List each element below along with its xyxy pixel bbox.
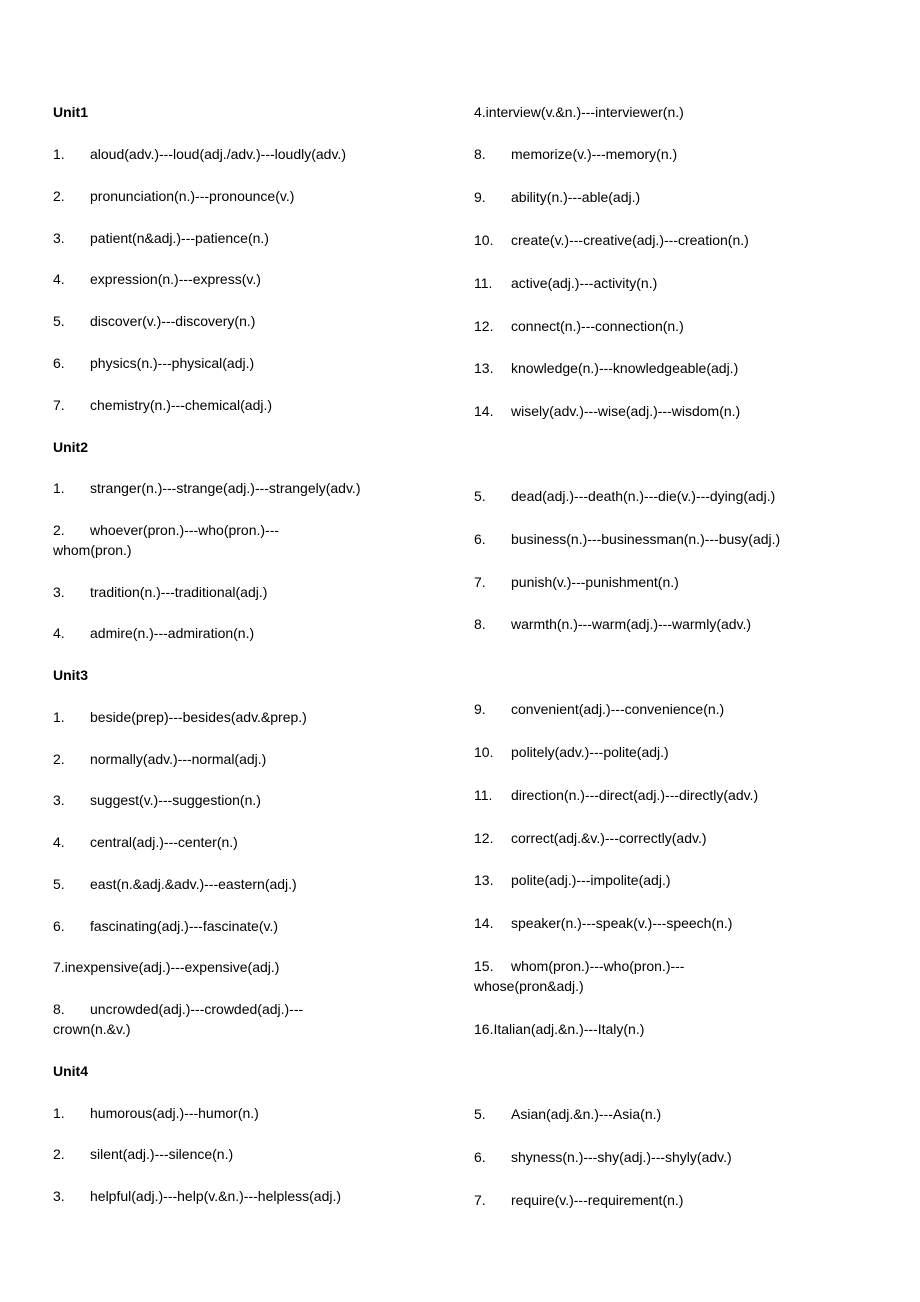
- item-text: direction(n.)---direct(adj.)---directly(adv.): [511, 787, 759, 803]
- unit4-heading: Unit4: [53, 1063, 88, 1079]
- item-number: 9.: [474, 701, 486, 717]
- item-number: 14.: [474, 915, 494, 931]
- item-number: 4.: [53, 271, 65, 287]
- item-text: physics(n.)---physical(adj.): [90, 355, 255, 371]
- item-number: 3.: [53, 792, 65, 808]
- item-number: 12.: [474, 318, 494, 334]
- item-number: 3.: [53, 230, 65, 246]
- item-number: 8.: [474, 616, 486, 632]
- item-text: require(v.)---requirement(n.): [511, 1192, 684, 1208]
- item-text: silent(adj.)---silence(n.): [90, 1146, 234, 1162]
- item-number: 13.: [474, 872, 494, 888]
- item-text: polite(adj.)---impolite(adj.): [511, 872, 671, 888]
- item-text: convenient(adj.)---convenience(n.): [511, 701, 725, 717]
- item-number: 7.: [53, 397, 65, 413]
- item-text: central(adj.)---center(n.): [90, 834, 238, 850]
- item-number: 5.: [53, 313, 65, 329]
- item-text: east(n.&adj.&adv.)---eastern(adj.): [90, 876, 297, 892]
- item-text: ability(n.)---able(adj.): [511, 189, 641, 205]
- list-item: [474, 913, 732, 933]
- item-number: 9.: [474, 189, 486, 205]
- item-number: 6.: [474, 531, 486, 547]
- list-item: [474, 742, 669, 762]
- list-item: [474, 699, 724, 719]
- item-number: 2.: [53, 751, 65, 767]
- item-text: speaker(n.)---speak(v.)---speech(n.): [511, 915, 733, 931]
- item-number: 11.: [474, 275, 493, 291]
- item-number: 12.: [474, 830, 494, 846]
- item-number: 2.: [53, 522, 65, 538]
- item-text: politely(adv.)---polite(adj.): [511, 744, 669, 760]
- item-number: 2.: [53, 1146, 65, 1162]
- list-item: [474, 401, 740, 421]
- list-item: [53, 790, 261, 810]
- item-text: patient(n&adj.)---patience(n.): [90, 230, 269, 246]
- unit2-heading: Unit2: [53, 439, 88, 455]
- item-number: 1.: [53, 480, 65, 496]
- item-text: shyness(n.)---shy(adj.)---shyly(adv.): [511, 1149, 732, 1165]
- list-item: [53, 832, 238, 852]
- item-text: dead(adj.)---death(n.)---die(v.)---dying(adj.): [511, 488, 776, 504]
- list-item: [474, 1190, 683, 1210]
- item-number: 11.: [474, 787, 493, 803]
- list-item: [474, 230, 749, 250]
- item-text: whoever(pron.)---who(pron.)---: [90, 522, 280, 538]
- item-text: beside(prep)---besides(adv.&prep.): [90, 709, 307, 725]
- list-item: [53, 874, 297, 894]
- item-number: 5.: [474, 488, 486, 504]
- list-item: [53, 999, 303, 1019]
- list-item: [53, 269, 261, 289]
- list-item: [474, 273, 657, 293]
- list-item: [474, 144, 677, 164]
- list-item-continuation: whose(pron&adj.): [474, 978, 584, 994]
- list-item: [53, 749, 266, 769]
- item-number: 7.: [474, 574, 486, 590]
- item-text: fascinating(adj.)---fascinate(v.): [90, 918, 279, 934]
- list-item: 16.Italian(adj.&n.)---Italy(n.): [474, 1021, 645, 1037]
- item-text: normally(adv.)---normal(adj.): [90, 751, 267, 767]
- list-item: [53, 311, 255, 331]
- item-text: connect(n.)---connection(n.): [511, 318, 684, 334]
- list-item: [474, 1104, 661, 1124]
- item-number: 3.: [53, 1188, 65, 1204]
- item-number: 1.: [53, 1105, 65, 1121]
- list-item-continuation: crown(n.&v.): [53, 1021, 131, 1037]
- item-text: business(n.)---businessman(n.)---busy(adj.): [511, 531, 781, 547]
- item-number: 4.: [53, 834, 65, 850]
- list-item: [53, 1103, 259, 1123]
- list-item: [53, 623, 254, 643]
- item-number: 1.: [53, 146, 65, 162]
- item-number: 4.: [53, 625, 65, 641]
- item-text: pronunciation(n.)---pronounce(v.): [90, 188, 295, 204]
- item-text: tradition(n.)---traditional(adj.): [90, 584, 268, 600]
- list-item: [474, 828, 707, 848]
- unit3-heading: Unit3: [53, 667, 88, 683]
- list-item-continuation: whom(pron.): [53, 542, 132, 558]
- list-item: [53, 582, 267, 602]
- list-item: [53, 186, 294, 206]
- list-item: [53, 707, 307, 727]
- item-text: stranger(n.)---strange(adj.)---strangely(adv.): [90, 480, 361, 496]
- item-text: chemistry(n.)---chemical(adj.): [90, 397, 273, 413]
- item-number: 13.: [474, 360, 494, 376]
- item-number: 8.: [474, 146, 486, 162]
- list-item: [53, 1144, 233, 1164]
- item-number: 7.: [474, 1192, 486, 1208]
- list-item: [474, 785, 758, 805]
- item-text: suggest(v.)---suggestion(n.): [90, 792, 261, 808]
- item-number: 15.: [474, 958, 494, 974]
- list-item: [53, 1186, 341, 1206]
- list-item: [474, 187, 640, 207]
- item-text: active(adj.)---activity(n.): [511, 275, 658, 291]
- list-item: [474, 956, 684, 976]
- item-number: 10.: [474, 744, 494, 760]
- item-text: memorize(v.)---memory(n.): [511, 146, 678, 162]
- item-number: 3.: [53, 584, 65, 600]
- item-number: 2.: [53, 188, 65, 204]
- item-number: 5.: [474, 1106, 486, 1122]
- item-text: wisely(adv.)---wise(adj.)---wisdom(n.): [511, 403, 741, 419]
- unit1-heading: Unit1: [53, 104, 88, 120]
- list-item: 4.interview(v.&n.)---interviewer(n.): [474, 104, 684, 120]
- list-item: [53, 144, 346, 164]
- item-text: helpful(adj.)---help(v.&n.)---helpless(adj.): [90, 1188, 342, 1204]
- item-text: expression(n.)---express(v.): [90, 271, 261, 287]
- item-text: correct(adj.&v.)---correctly(adv.): [511, 830, 707, 846]
- item-text: create(v.)---creative(adj.)---creation(n.): [511, 232, 749, 248]
- item-number: 10.: [474, 232, 494, 248]
- item-number: 8.: [53, 1001, 65, 1017]
- item-text: knowledge(n.)---knowledgeable(adj.): [511, 360, 739, 376]
- list-item: [53, 228, 269, 248]
- list-item: [474, 572, 679, 592]
- item-number: 5.: [53, 876, 65, 892]
- item-text: aloud(adv.)---loud(adj./adv.)---loudly(adv.): [90, 146, 346, 162]
- list-item: 7.inexpensive(adj.)---expensive(adj.): [53, 959, 280, 975]
- list-item: [53, 520, 279, 540]
- list-item: [474, 870, 671, 890]
- item-text: discover(v.)---discovery(n.): [90, 313, 256, 329]
- item-number: 6.: [474, 1149, 486, 1165]
- item-text: admire(n.)---admiration(n.): [90, 625, 255, 641]
- item-number: 6.: [53, 918, 65, 934]
- list-item: [474, 1147, 732, 1167]
- item-text: Asian(adj.&n.)---Asia(n.): [511, 1106, 662, 1122]
- list-item: [53, 916, 278, 936]
- item-text: uncrowded(adj.)---crowded(adj.)---: [90, 1001, 304, 1017]
- item-number: 6.: [53, 355, 65, 371]
- list-item: [474, 316, 684, 336]
- list-item: [53, 478, 360, 498]
- list-item: [53, 353, 254, 373]
- item-number: 1.: [53, 709, 65, 725]
- item-text: warmth(n.)---warm(adj.)---warmly(adv.): [511, 616, 752, 632]
- list-item: [474, 529, 780, 549]
- item-text: punish(v.)---punishment(n.): [511, 574, 679, 590]
- item-number: 14.: [474, 403, 494, 419]
- item-text: whom(pron.)---who(pron.)---: [511, 958, 685, 974]
- list-item: [474, 358, 738, 378]
- item-text: humorous(adj.)---humor(n.): [90, 1105, 259, 1121]
- list-item: [53, 395, 272, 415]
- list-item: [474, 614, 751, 634]
- list-item: [474, 486, 775, 506]
